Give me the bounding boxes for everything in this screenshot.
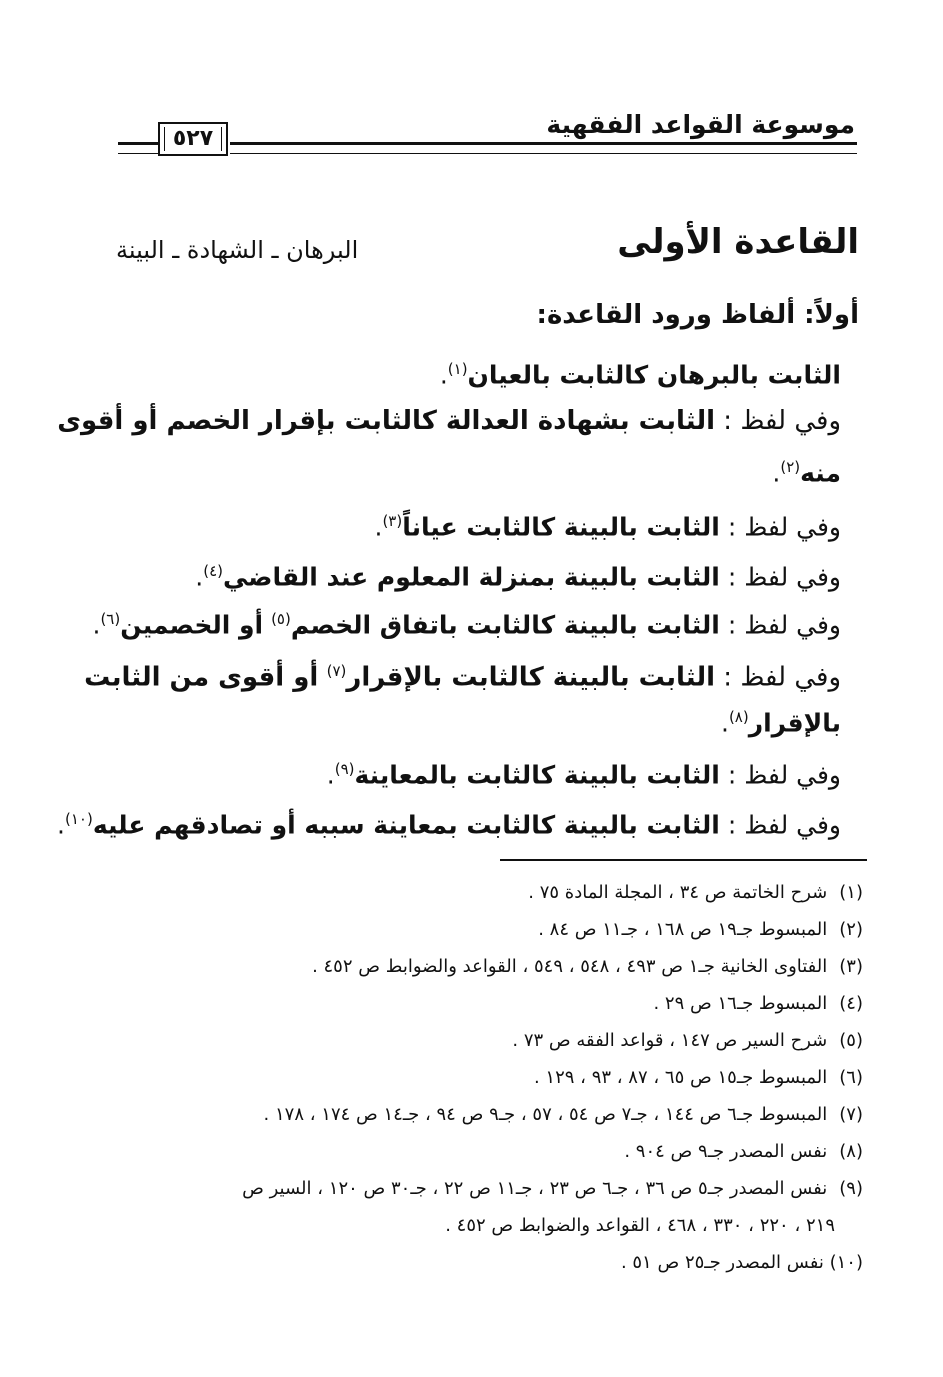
header-rule: [230, 142, 857, 154]
footnote-ref: (٣): [382, 512, 403, 530]
footnote-text: شرح الخاتمة ص ٣٤ ، المجلة المادة ٧٥ .: [528, 882, 828, 903]
footnote-number: (٣): [839, 956, 863, 977]
wording-text: الثابت بالبينة كالثابت عياناً: [402, 512, 720, 542]
rule-title: القاعدة الأولى: [617, 222, 859, 262]
footnote-ref: (٩): [334, 760, 355, 778]
rule-wording-4: وفي لفظ : الثابت بالبينة بمنزلة المعلوم عند القاضي$^{(٤)}$.: [195, 562, 841, 592]
wording-prefix: وفي لفظ :: [727, 760, 841, 790]
wording-text: أو الخصمين: [120, 610, 264, 640]
wording-prefix: وفي لفظ :: [723, 662, 841, 693]
footnote-text: المبسوط جـ٦ ص ١٤٤ ، جـ٧ ص ٥٤ ، ٥٧ ، جـ٩ ص ٩٤ ، جـ١٤ ص ١٧٤ ، ١٧٨ .: [263, 1104, 828, 1125]
wording-prefix: وفي لفظ :: [723, 406, 841, 436]
footnote-6: [534, 1065, 863, 1091]
wording-text: أو أقوى من الثابت: [84, 662, 319, 693]
rule-wording-3: وفي لفظ : الثابت بالبينة كالثابت عياناً$^{(٣)}$.: [374, 512, 841, 542]
footnote-number: (٧): [839, 1104, 863, 1125]
rule-wording-6-cont: بالإقرار$^{(٨)}$.: [720, 708, 841, 738]
rule-wording-7: وفي لفظ : الثابت بالبينة كالثابت بالمعاينة$^{(٩)}$.: [326, 760, 841, 790]
footnote-number: (١): [839, 882, 863, 903]
rule-wording-8: وفي لفظ : الثابت بالبينة كالثابت بمعاينة سببه أو تصادقهم عليه$^{(١٠)}$.: [57, 810, 841, 840]
rule-wording-2-cont: منه$^{(٢)}$.: [772, 458, 841, 488]
footnote-separator: [500, 859, 867, 861]
wording-text: بالإقرار: [748, 708, 841, 738]
rule-wording-5: وفي لفظ : الثابت بالبينة كالثابت باتفاق الخصم$^{(٥)}$ أو الخصمين$^{(٦)}$.: [92, 610, 841, 640]
header-rule-left: [118, 142, 158, 154]
wording-prefix: وفي لفظ :: [727, 810, 841, 840]
footnote-number: (٢): [839, 919, 863, 940]
footnote-text: شرح السير ص ١٤٧ ، قواعد الفقه ص ٧٣ .: [512, 1030, 828, 1051]
footnote-number: (٨): [839, 1141, 863, 1162]
wording-prefix: وفي لفظ :: [727, 610, 841, 640]
wording-text: الثابت بالبينة كالثابت بالمعاينة: [354, 760, 720, 790]
footnote-1: [528, 880, 863, 906]
footnote-number: (١٠): [829, 1252, 863, 1273]
footnote-8: [624, 1139, 863, 1165]
wording-text: الثابت بشهادة العدالة كالثابت بإقرار الخصم أو أقوى: [57, 406, 716, 436]
footnote-9: [242, 1176, 863, 1202]
footnote-ref: (٤): [203, 562, 224, 580]
footnote-ref: (١): [447, 360, 468, 378]
footnote-ref: (٧): [326, 662, 347, 680]
footnote-text: المبسوط جـ١٦ ص ٢٩ .: [653, 993, 828, 1014]
rule-wording-1: الثابت بالبرهان كالثابت بالعيان$^{(١)}$.: [439, 360, 841, 390]
wording-prefix: وفي لفظ :: [727, 512, 841, 542]
footnote-ref: (١٠): [64, 810, 93, 828]
footnote-9-cont: ٢١٩ ، ٢٢٠ ، ٣٣٠ ، ٤٦٨ ، القواعد والضوابط ص ٤٥٢ .: [445, 1215, 835, 1236]
rule-wording-6: [84, 654, 841, 695]
section-heading: أولاً: ألفاظ ورود القاعدة:: [536, 300, 859, 330]
running-header-title: موسوعة القواعد الفقهية: [546, 110, 855, 139]
footnote-3: [312, 954, 863, 980]
footnote-10: [621, 1250, 863, 1276]
footnote-number: (٤): [839, 993, 863, 1014]
footnote-text: نفس المصدر جـ٥ ص ٣٦ ، جـ٦ ص ٢٣ ، جـ١١ ص ٢٢ ، جـ٣٠ ص ١٢٠ ، السير ص: [242, 1178, 828, 1199]
footnote-text: نفس المصدر جـ٢٥ ص ٥١ .: [620, 1252, 824, 1273]
wording-text: الثابت بالبينة بمنزلة المعلوم عند القاضي: [223, 562, 720, 592]
wording-text: الثابت بالبينة كالثابت بالإقرار: [346, 662, 716, 693]
footnote-7: [264, 1102, 863, 1128]
footnote-ref: (٢): [780, 458, 801, 476]
wording-text: الثابت بالبينة كالثابت باتفاق الخصم: [290, 610, 720, 640]
footnote-number: (٥): [839, 1030, 863, 1051]
footnote-ref: (٥): [271, 610, 291, 628]
rule-subtitle: البرهان ـ الشهادة ـ البينة: [116, 236, 359, 264]
footnote-5: [512, 1028, 863, 1054]
footnote-number: (٦): [839, 1067, 863, 1088]
footnote-text: المبسوط جـ١٥ ص ٦٥ ، ٨٧ ، ٩٣ ، ١٢٩ .: [533, 1067, 828, 1088]
footnote-4: [653, 991, 863, 1017]
footnote-2: [538, 917, 863, 943]
footnote-text: المبسوط جـ١٩ ص ١٦٨ ، جـ١١ ص ٨٤ .: [538, 919, 828, 940]
rule-wording-2: [57, 404, 841, 438]
footnote-ref: (٨): [728, 708, 749, 726]
page-number: ٥٢٧: [158, 122, 228, 156]
footnote-number: (٩): [839, 1178, 863, 1199]
footnote-text: نفس المصدر جـ٩ ص ٩٠٤ .: [624, 1141, 828, 1162]
footnote-text: الفتاوى الخانية جـ١ ص ٤٩٣ ، ٥٤٨ ، ٥٤٩ ، القواعد والضوابط ص ٤٥٢ .: [312, 956, 828, 977]
wording-text: الثابت بالبرهان كالثابت بالعيان: [467, 360, 841, 390]
wording-prefix: وفي لفظ :: [727, 562, 841, 592]
wording-text: منه: [800, 458, 841, 488]
footnote-ref: (٦): [100, 610, 121, 628]
wording-text: الثابت بالبينة كالثابت بمعاينة سببه أو تصادقهم عليه: [92, 810, 720, 840]
